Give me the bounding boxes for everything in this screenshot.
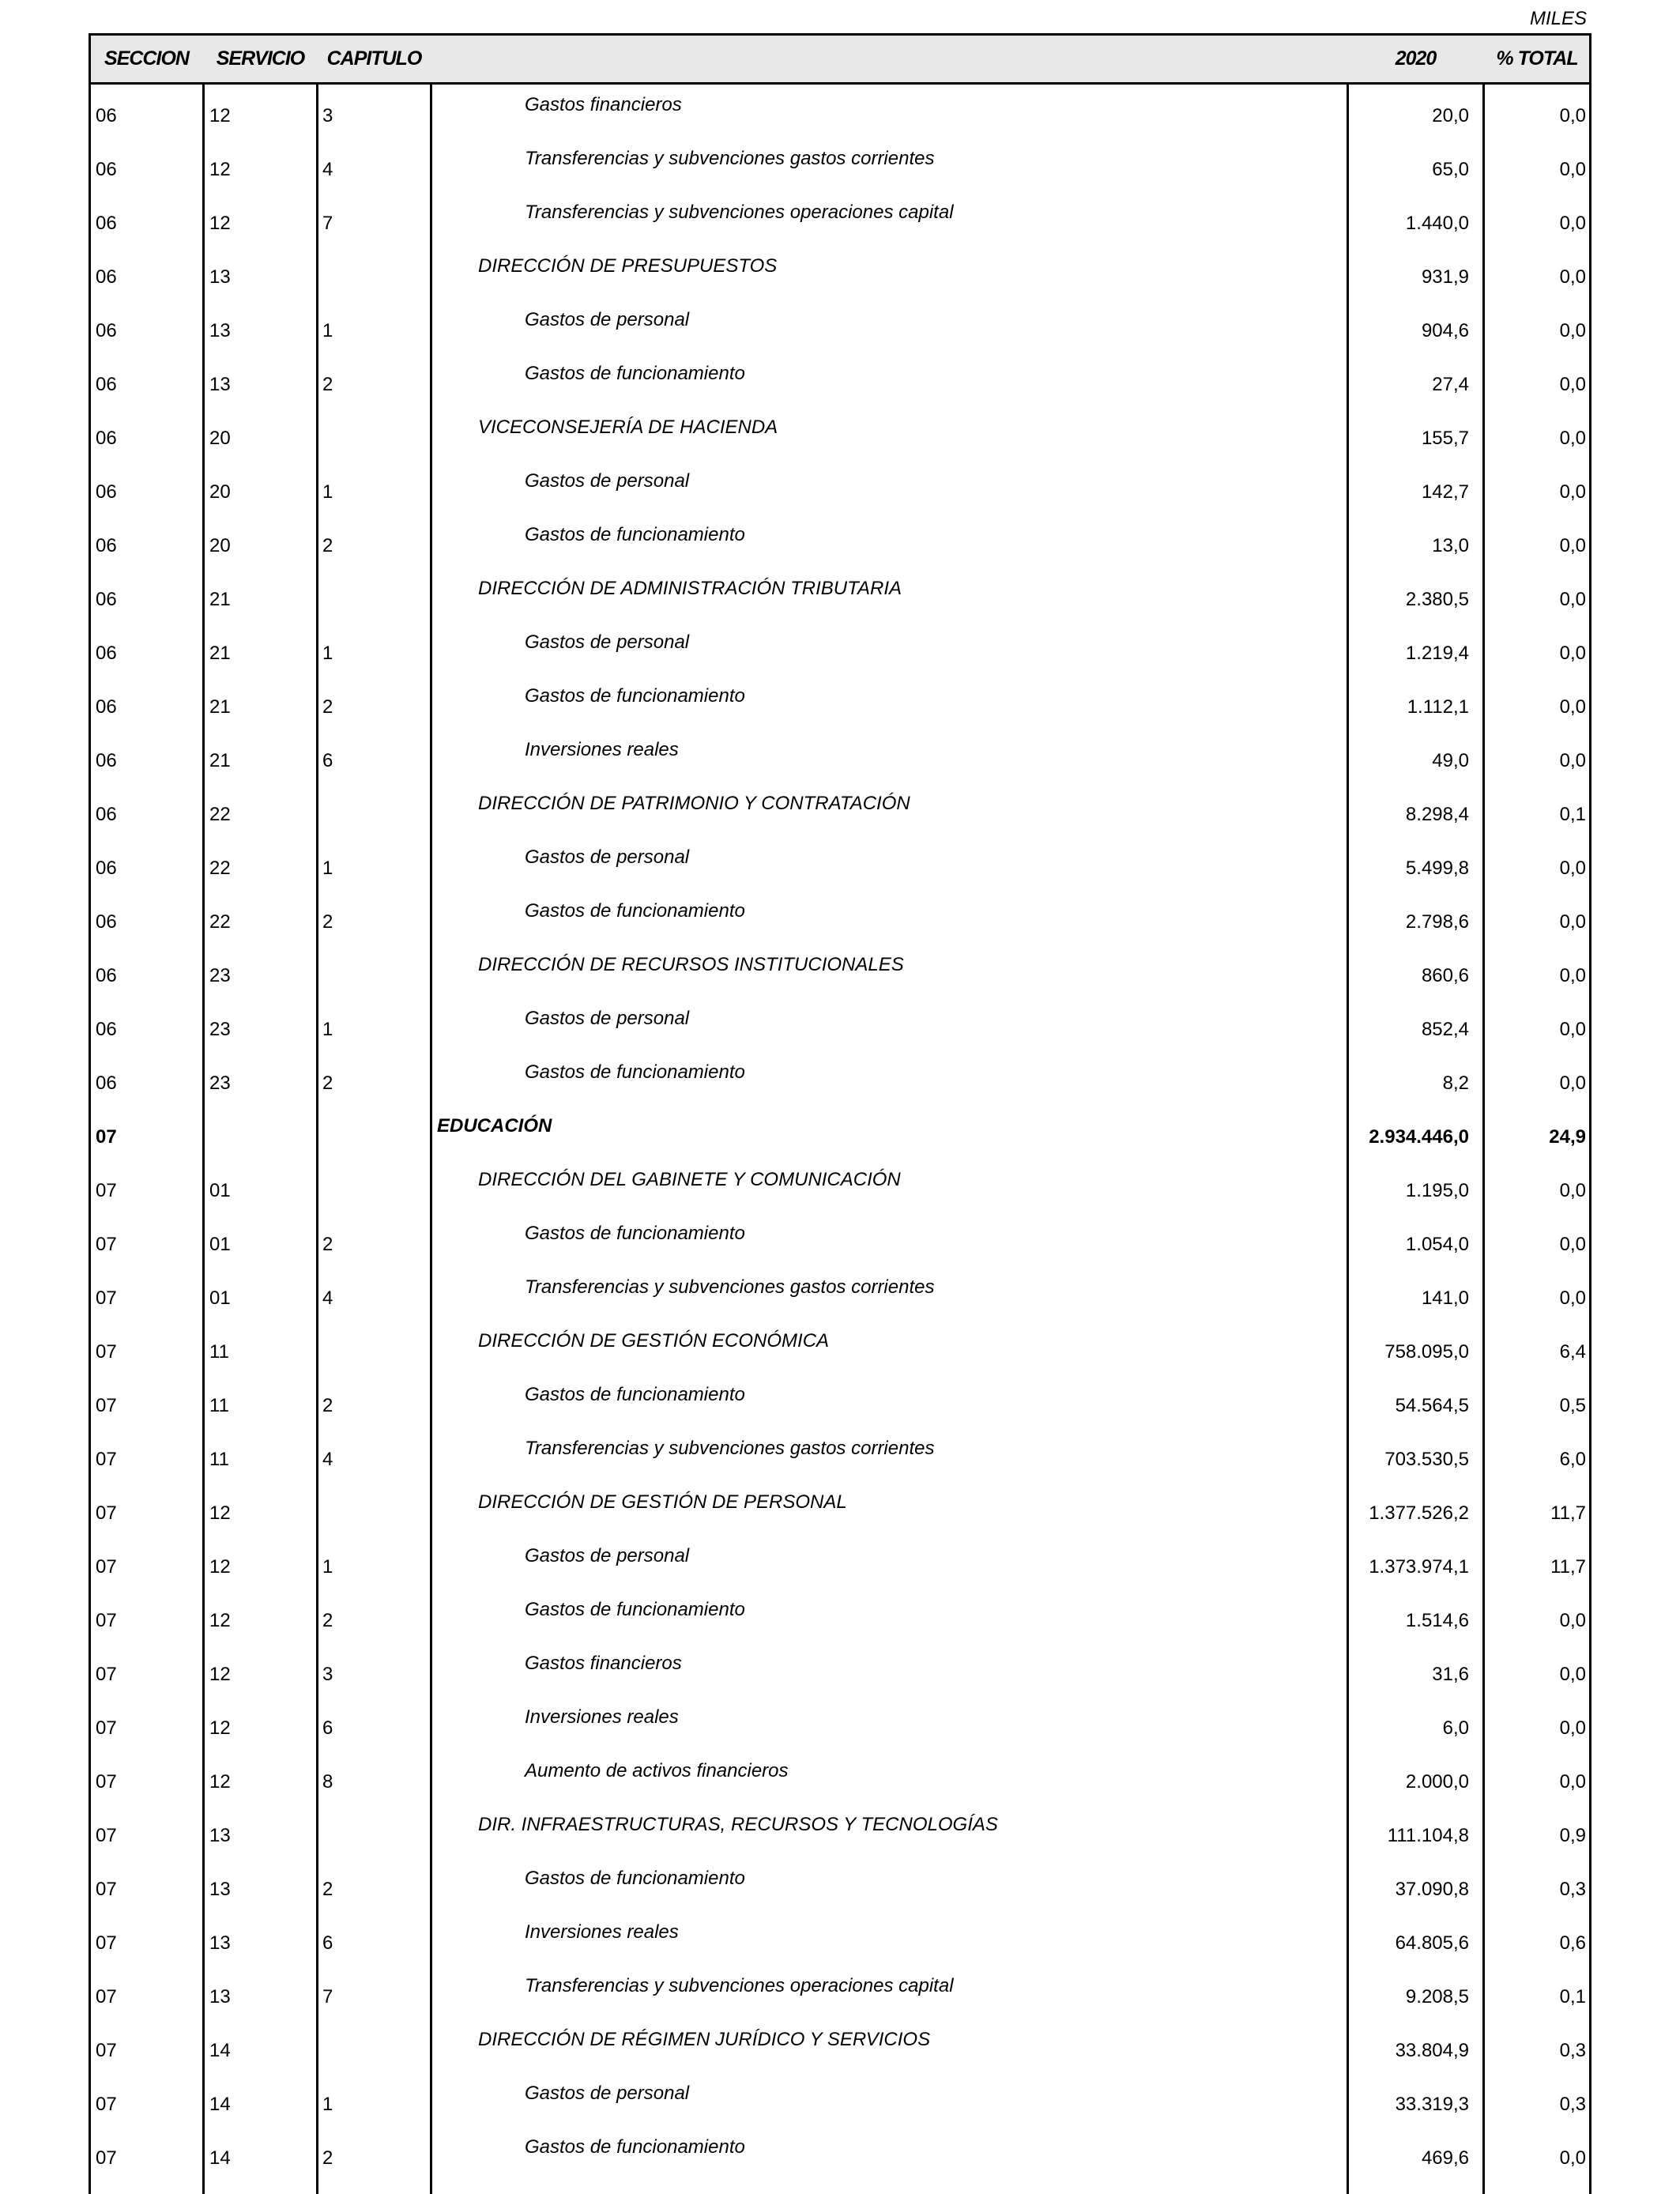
cell-seccion: 06 — [96, 374, 117, 395]
cell-amount-2020: 860,6 — [1421, 965, 1469, 986]
cell-servicio: 01 — [209, 1180, 231, 1201]
cell-descripcion: Gastos de personal — [525, 631, 690, 653]
cell-seccion: 06 — [96, 105, 117, 126]
cell-servicio: 23 — [209, 1019, 231, 1040]
cell-amount-2020: 1.377.526,2 — [1369, 1502, 1469, 1524]
table-row — [91, 1589, 1589, 1643]
table-row — [91, 2073, 1589, 2127]
table-row — [91, 837, 1589, 891]
cell-seccion: 07 — [96, 1126, 117, 1148]
cell-pct-total: 0,0 — [1559, 750, 1586, 771]
cell-seccion: 06 — [96, 589, 117, 610]
cell-capitulo: 6 — [322, 1932, 333, 1954]
cell-amount-2020: 5.499,8 — [1405, 858, 1469, 879]
cell-descripcion: EDUCACIÓN — [437, 1115, 552, 1137]
cell-amount-2020: 9.208,5 — [1405, 1986, 1469, 2007]
cell-servicio: 20 — [209, 535, 231, 556]
cell-amount-2020: 1.219,4 — [1405, 643, 1469, 664]
cell-amount-2020: 1.112,1 — [1407, 696, 1469, 718]
cell-servicio: 20 — [209, 428, 231, 449]
cell-servicio: 14 — [209, 2094, 231, 2115]
cell-pct-total: 0,0 — [1559, 965, 1586, 986]
table-row — [91, 1697, 1589, 1751]
cell-amount-2020: 758.095,0 — [1384, 1341, 1469, 1363]
cell-servicio: 11 — [209, 1449, 229, 1470]
cell-amount-2020: 33.804,9 — [1395, 2040, 1469, 2061]
cell-servicio: 21 — [209, 589, 231, 610]
cell-amount-2020: 49,0 — [1432, 750, 1469, 771]
cell-amount-2020: 1.373.974,1 — [1369, 1556, 1469, 1578]
cell-pct-total: 0,0 — [1559, 858, 1586, 879]
cell-seccion: 06 — [96, 481, 117, 503]
cell-amount-2020: 31,6 — [1432, 1664, 1469, 1685]
cell-pct-total: 0,0 — [1559, 1234, 1586, 1255]
cell-servicio: 13 — [209, 1825, 231, 1846]
cell-seccion: 06 — [96, 1072, 117, 1094]
cell-capitulo: 4 — [322, 1449, 333, 1470]
cell-capitulo: 3 — [322, 105, 333, 126]
cell-amount-2020: 13,0 — [1432, 535, 1469, 556]
cell-amount-2020: 8.298,4 — [1405, 804, 1469, 825]
cell-servicio: 12 — [209, 1502, 231, 1524]
cell-servicio: 13 — [209, 266, 231, 288]
cell-servicio: 01 — [209, 1234, 231, 1255]
cell-seccion: 06 — [96, 696, 117, 718]
cell-pct-total: 0,3 — [1559, 1879, 1586, 1900]
cell-descripcion: Transferencias y subvenciones operaciones capital — [525, 202, 954, 223]
cell-amount-2020: 2.934.446,0 — [1369, 1126, 1469, 1148]
cell-servicio: 12 — [209, 1610, 231, 1631]
cell-amount-2020: 33.319,3 — [1395, 2094, 1469, 2115]
table-row — [91, 783, 1589, 837]
cell-seccion: 07 — [96, 1986, 117, 2007]
cell-seccion: 07 — [96, 1825, 117, 1846]
cell-pct-total: 0,3 — [1559, 2094, 1586, 2115]
cell-descripcion: DIRECCIÓN DE PATRIMONIO Y CONTRATACIÓN — [478, 793, 910, 814]
cell-seccion: 06 — [96, 428, 117, 449]
cell-amount-2020: 2.000,0 — [1405, 1771, 1469, 1793]
table-row — [91, 1912, 1589, 1966]
table-row — [91, 1643, 1589, 1697]
cell-seccion: 06 — [96, 535, 117, 556]
cell-seccion: 07 — [96, 1502, 117, 1524]
cell-descripcion: Gastos de personal — [525, 1545, 690, 1566]
budget-table — [89, 33, 1591, 2194]
cell-servicio: 11 — [209, 1341, 229, 1363]
cell-capitulo: 2 — [322, 1879, 333, 1900]
cell-amount-2020: 141,0 — [1421, 1287, 1469, 1309]
cell-descripcion: Inversiones reales — [525, 739, 679, 760]
cell-servicio: 22 — [209, 911, 231, 933]
cell-descripcion: Gastos de funcionamiento — [525, 2136, 745, 2158]
cell-capitulo: 2 — [322, 2147, 333, 2169]
table-row — [91, 1159, 1589, 1213]
table-row — [91, 998, 1589, 1052]
cell-amount-2020: 27,4 — [1432, 374, 1469, 395]
cell-descripcion: Gastos de funcionamiento — [525, 363, 745, 384]
table-row — [91, 891, 1589, 944]
cell-seccion: 07 — [96, 1664, 117, 1685]
cell-descripcion: Transferencias y subvenciones operaciones capital — [525, 1975, 954, 1996]
cell-descripcion: Gastos de personal — [525, 470, 690, 492]
cell-pct-total: 11,7 — [1550, 1556, 1586, 1578]
cell-descripcion: Gastos de personal — [525, 846, 690, 868]
cell-servicio: 14 — [209, 2040, 231, 2061]
table-row — [91, 676, 1589, 729]
cell-pct-total: 0,0 — [1559, 2147, 1586, 2169]
cell-descripcion: DIRECCIÓN DE PRESUPUESTOS — [478, 255, 778, 277]
cell-servicio: 01 — [209, 1287, 231, 1309]
cell-amount-2020: 111.104,8 — [1387, 1825, 1469, 1846]
cell-capitulo: 2 — [322, 374, 333, 395]
cell-capitulo: 6 — [322, 1717, 333, 1739]
cell-amount-2020: 1.054,0 — [1405, 1234, 1469, 1255]
cell-descripcion: Gastos de personal — [525, 309, 690, 330]
cell-capitulo: 4 — [322, 1287, 333, 1309]
cell-seccion: 07 — [96, 1395, 117, 1416]
cell-descripcion: Aumento de activos financieros — [525, 1760, 789, 1781]
header-capitulo: CAPITULO — [326, 47, 422, 70]
cell-descripcion: Gastos de funcionamiento — [525, 1384, 745, 1405]
cell-capitulo: 2 — [322, 1395, 333, 1416]
cell-pct-total: 0,0 — [1559, 481, 1586, 503]
table-row — [91, 138, 1589, 192]
header-pct-total: % TOTAL — [1496, 47, 1578, 70]
cell-amount-2020: 931,9 — [1421, 266, 1469, 288]
table-row — [91, 622, 1589, 676]
cell-descripcion: Gastos de funcionamiento — [525, 685, 745, 707]
cell-seccion: 06 — [96, 159, 117, 180]
cell-servicio: 12 — [209, 1771, 231, 1793]
cell-seccion: 06 — [96, 266, 117, 288]
cell-pct-total: 0,0 — [1559, 1771, 1586, 1793]
cell-pct-total: 0,0 — [1559, 535, 1586, 556]
cell-amount-2020: 6,0 — [1442, 1717, 1469, 1739]
cell-capitulo: 1 — [322, 1556, 333, 1578]
cell-seccion: 07 — [96, 2094, 117, 2115]
cell-capitulo: 2 — [322, 1072, 333, 1094]
cell-servicio: 13 — [209, 1986, 231, 2007]
cell-descripcion: Gastos de funcionamiento — [525, 1868, 745, 1889]
cell-pct-total: 0,0 — [1559, 159, 1586, 180]
cell-pct-total: 0,0 — [1559, 1072, 1586, 1094]
cell-pct-total: 0,3 — [1559, 2040, 1586, 2061]
cell-pct-total: 0,1 — [1559, 804, 1586, 825]
cell-amount-2020: 1.514,6 — [1405, 1610, 1469, 1631]
cell-servicio: 13 — [209, 1932, 231, 1954]
cell-servicio: 23 — [209, 1072, 231, 1094]
cell-capitulo: 1 — [322, 2094, 333, 2115]
cell-amount-2020: 703.530,5 — [1384, 1449, 1469, 1470]
table-row — [91, 1213, 1589, 1267]
cell-seccion: 06 — [96, 643, 117, 664]
cell-amount-2020: 904,6 — [1421, 320, 1469, 341]
cell-servicio: 22 — [209, 804, 231, 825]
cell-capitulo: 6 — [322, 750, 333, 771]
cell-seccion: 06 — [96, 1019, 117, 1040]
cell-pct-total: 0,0 — [1559, 428, 1586, 449]
cell-pct-total: 0,0 — [1559, 1287, 1586, 1309]
cell-pct-total: 0,0 — [1559, 1019, 1586, 1040]
cell-seccion: 06 — [96, 965, 117, 986]
cell-pct-total: 0,0 — [1559, 374, 1586, 395]
cell-descripcion: Gastos de funcionamiento — [525, 524, 745, 545]
cell-descripcion: Gastos de funcionamiento — [525, 1061, 745, 1083]
cell-descripcion: DIRECCIÓN DE GESTIÓN DE PERSONAL — [478, 1491, 847, 1513]
cell-descripcion: Inversiones reales — [525, 1706, 679, 1728]
table-row — [91, 515, 1589, 568]
table-row — [91, 1751, 1589, 1804]
cell-seccion: 07 — [96, 2040, 117, 2061]
cell-amount-2020: 852,4 — [1421, 1019, 1469, 1040]
cell-amount-2020: 37.090,8 — [1395, 1879, 1469, 1900]
units-label: MILES — [1529, 8, 1587, 29]
cell-descripcion: Inversiones reales — [525, 1921, 679, 1943]
cell-pct-total: 11,7 — [1550, 1502, 1586, 1524]
cell-descripcion: Gastos de funcionamiento — [525, 1599, 745, 1620]
header-year: 2020 — [1395, 47, 1437, 70]
cell-seccion: 06 — [96, 750, 117, 771]
table-header — [91, 36, 1589, 85]
cell-descripcion: Gastos financieros — [525, 94, 682, 115]
cell-seccion: 07 — [96, 1610, 117, 1631]
cell-capitulo: 2 — [322, 535, 333, 556]
table-row — [91, 1482, 1589, 1536]
cell-capitulo: 2 — [322, 911, 333, 933]
table-row — [91, 246, 1589, 300]
cell-pct-total: 0,6 — [1559, 1932, 1586, 1954]
cell-pct-total: 0,0 — [1559, 1717, 1586, 1739]
table-row — [91, 407, 1589, 461]
table-row — [91, 2127, 1589, 2181]
cell-amount-2020: 54.564,5 — [1395, 1395, 1469, 1416]
cell-descripcion: Gastos de personal — [525, 2083, 690, 2104]
cell-pct-total: 0,0 — [1559, 589, 1586, 610]
table-row — [91, 1321, 1589, 1374]
cell-seccion: 07 — [96, 1771, 117, 1793]
cell-capitulo: 2 — [322, 1234, 333, 1255]
cell-descripcion: Transferencias y subvenciones gastos corrientes — [525, 1276, 935, 1298]
table-row — [91, 1966, 1589, 2019]
cell-descripcion: Gastos de personal — [525, 1008, 690, 1029]
cell-seccion: 06 — [96, 858, 117, 879]
cell-descripcion: DIRECCIÓN DE RÉGIMEN JURÍDICO Y SERVICIOS — [478, 2029, 931, 2050]
cell-descripcion: VICECONSEJERÍA DE HACIENDA — [478, 417, 778, 438]
cell-pct-total: 0,0 — [1559, 1610, 1586, 1631]
cell-pct-total: 0,0 — [1559, 911, 1586, 933]
table-row — [91, 2019, 1589, 2073]
cell-seccion: 06 — [96, 213, 117, 234]
cell-servicio: 12 — [209, 1717, 231, 1739]
cell-seccion: 07 — [96, 1932, 117, 1954]
table-row — [91, 1804, 1589, 1858]
header-descripcion — [432, 36, 1347, 82]
header-seccion: SECCION — [104, 47, 189, 70]
cell-seccion: 07 — [96, 1879, 117, 1900]
cell-pct-total: 0,0 — [1559, 320, 1586, 341]
cell-seccion: 07 — [96, 1717, 117, 1739]
cell-pct-total: 0,1 — [1559, 1986, 1586, 2007]
table-row — [91, 300, 1589, 353]
cell-capitulo: 2 — [322, 696, 333, 718]
table-row — [91, 1052, 1589, 1106]
cell-capitulo: 1 — [322, 1019, 333, 1040]
table-row — [91, 1858, 1589, 1912]
cell-seccion: 06 — [96, 320, 117, 341]
cell-seccion: 07 — [96, 2147, 117, 2169]
cell-servicio: 23 — [209, 965, 231, 986]
cell-amount-2020: 1.440,0 — [1405, 213, 1469, 234]
table-row — [91, 1374, 1589, 1428]
table-row — [91, 85, 1589, 138]
cell-pct-total: 0,0 — [1559, 696, 1586, 718]
cell-servicio: 13 — [209, 374, 231, 395]
cell-capitulo: 8 — [322, 1771, 333, 1793]
cell-capitulo: 2 — [322, 1610, 333, 1631]
cell-pct-total: 0,0 — [1559, 643, 1586, 664]
cell-servicio: 11 — [209, 1395, 229, 1416]
table-row — [91, 568, 1589, 622]
cell-descripcion: DIRECCIÓN DE ADMINISTRACIÓN TRIBUTARIA — [478, 578, 902, 599]
cell-pct-total: 6,4 — [1559, 1341, 1586, 1363]
cell-descripcion: DIRECCIÓN DE RECURSOS INSTITUCIONALES — [478, 954, 904, 975]
cell-seccion: 07 — [96, 1449, 117, 1470]
cell-amount-2020: 8,2 — [1442, 1072, 1469, 1094]
cell-servicio: 12 — [209, 213, 231, 234]
cell-pct-total: 0,0 — [1559, 1664, 1586, 1685]
cell-servicio: 22 — [209, 858, 231, 879]
cell-amount-2020: 2.798,6 — [1405, 911, 1469, 933]
cell-amount-2020: 1.195,0 — [1405, 1180, 1469, 1201]
cell-pct-total: 6,0 — [1559, 1449, 1586, 1470]
cell-capitulo: 1 — [322, 481, 333, 503]
cell-capitulo: 7 — [322, 213, 333, 234]
cell-pct-total: 0,5 — [1559, 1395, 1586, 1416]
cell-seccion: 07 — [96, 1234, 117, 1255]
cell-amount-2020: 20,0 — [1432, 105, 1469, 126]
cell-servicio: 21 — [209, 750, 231, 771]
table-row — [91, 1267, 1589, 1321]
cell-pct-total: 0,0 — [1559, 266, 1586, 288]
cell-pct-total: 0,0 — [1559, 1180, 1586, 1201]
cell-servicio: 21 — [209, 696, 231, 718]
cell-amount-2020: 64.805,6 — [1395, 1932, 1469, 1954]
cell-servicio: 13 — [209, 1879, 231, 1900]
table-row — [91, 1106, 1589, 1159]
cell-descripcion: DIRECCIÓN DEL GABINETE Y COMUNICACIÓN — [478, 1169, 901, 1190]
cell-capitulo: 7 — [322, 1986, 333, 2007]
table-row — [91, 461, 1589, 515]
cell-seccion: 06 — [96, 804, 117, 825]
cell-seccion: 07 — [96, 1180, 117, 1201]
cell-amount-2020: 142,7 — [1421, 481, 1469, 503]
cell-capitulo: 1 — [322, 643, 333, 664]
cell-amount-2020: 469,6 — [1421, 2147, 1469, 2169]
cell-pct-total: 0,0 — [1559, 213, 1586, 234]
cell-descripcion: Gastos de funcionamiento — [525, 1223, 745, 1244]
cell-pct-total: 0,9 — [1559, 1825, 1586, 1846]
cell-seccion: 07 — [96, 1556, 117, 1578]
cell-servicio: 12 — [209, 1556, 231, 1578]
cell-capitulo: 1 — [322, 320, 333, 341]
table-row — [91, 944, 1589, 998]
cell-seccion: 07 — [96, 1341, 117, 1363]
cell-servicio: 12 — [209, 105, 231, 126]
table-body — [91, 85, 1589, 2181]
cell-descripcion: Transferencias y subvenciones gastos corrientes — [525, 148, 935, 169]
cell-pct-total: 24,9 — [1549, 1126, 1586, 1148]
cell-servicio: 21 — [209, 643, 231, 664]
header-servicio: SERVICIO — [216, 47, 305, 70]
cell-descripcion: DIRECCIÓN DE GESTIÓN ECONÓMICA — [478, 1330, 830, 1351]
cell-servicio: 13 — [209, 320, 231, 341]
cell-servicio: 20 — [209, 481, 231, 503]
cell-servicio: 12 — [209, 159, 231, 180]
cell-seccion: 07 — [96, 1287, 117, 1309]
cell-amount-2020: 65,0 — [1432, 159, 1469, 180]
table-row — [91, 1428, 1589, 1482]
table-row — [91, 729, 1589, 783]
cell-amount-2020: 2.380,5 — [1405, 589, 1469, 610]
table-row — [91, 192, 1589, 246]
cell-capitulo: 4 — [322, 159, 333, 180]
table-row — [91, 1536, 1589, 1589]
cell-descripcion: Gastos de funcionamiento — [525, 900, 745, 922]
cell-pct-total: 0,0 — [1559, 105, 1586, 126]
cell-seccion: 06 — [96, 911, 117, 933]
cell-capitulo: 1 — [322, 858, 333, 879]
cell-descripcion: Gastos financieros — [525, 1653, 682, 1674]
cell-servicio: 12 — [209, 1664, 231, 1685]
cell-servicio: 14 — [209, 2147, 231, 2169]
cell-descripcion: Transferencias y subvenciones gastos corrientes — [525, 1438, 935, 1459]
cell-descripcion: DIR. INFRAESTRUCTURAS, RECURSOS Y TECNOLOGÍAS — [478, 1814, 998, 1835]
table-row — [91, 353, 1589, 407]
cell-amount-2020: 155,7 — [1421, 428, 1469, 449]
cell-capitulo: 3 — [322, 1664, 333, 1685]
